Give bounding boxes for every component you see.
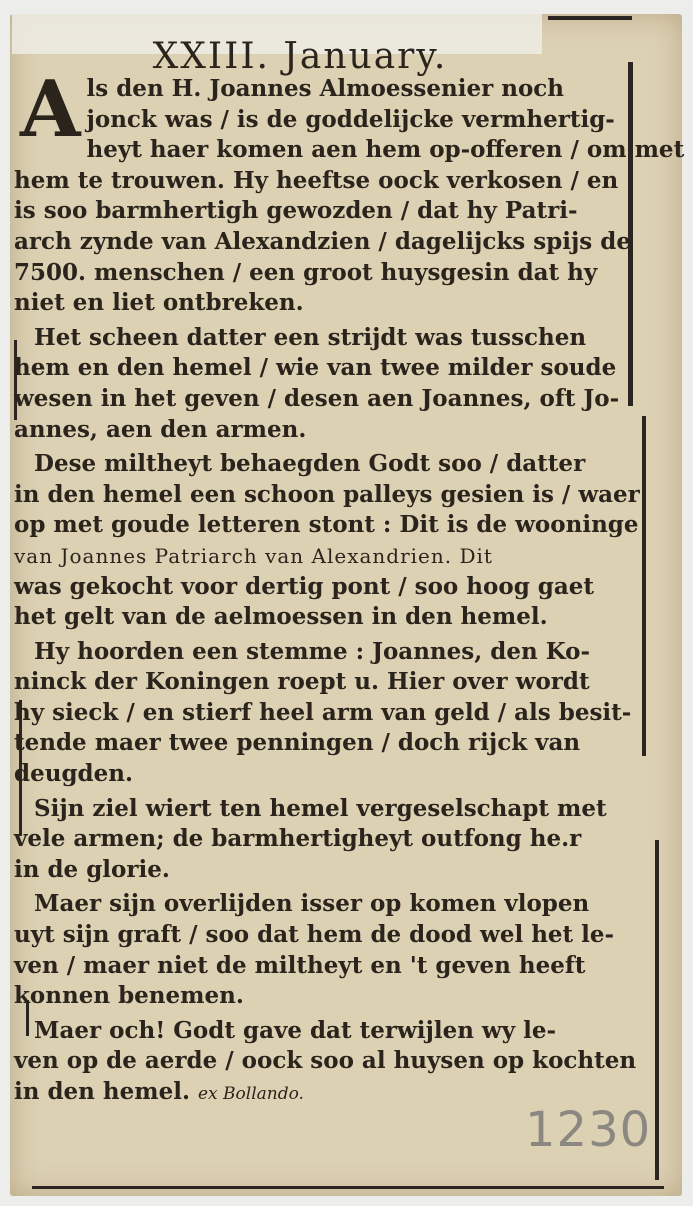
text-line: konnen benemen. — [14, 982, 244, 1010]
source-citation: ex Bollando. — [198, 1084, 304, 1104]
paragraph — [14, 794, 634, 886]
text-line: niet en liet ontbreken. — [14, 289, 304, 317]
text-line: arch zynde van Alexandzien / dagelijcks spijs de — [14, 227, 631, 255]
text-line: hem en den hemel / wie van twee milder soude — [14, 354, 617, 382]
right-border-rule — [642, 416, 646, 756]
text-line: van Joannes Patriarch van Alexandrien. Dit — [14, 543, 493, 568]
paragraph — [14, 1016, 637, 1110]
text-line: tende maer twee penningen / doch rijck van — [14, 729, 581, 757]
text-line: op met goude letteren stont : Dit is de wooninge — [14, 511, 639, 539]
right-border-rule — [655, 840, 659, 1180]
text-line: ven / maer niet de miltheyt en 't geven heeft — [14, 951, 586, 979]
text-line: wesen in het geven / desen aen Joannes, oft Jo- — [14, 384, 620, 412]
text-line: deugden. — [14, 760, 133, 788]
paragraph — [14, 449, 640, 633]
text-line: het gelt van de aelmoessen in den hemel. — [14, 603, 548, 631]
text-line: Het scheen datter een strijdt was tusschen — [34, 323, 587, 351]
text-line: ven op de aerde / oock soo al huysen op kochten — [14, 1047, 637, 1075]
text-line: hy sieck / en stierf heel arm van geld / als besit- — [14, 698, 632, 726]
text-line: annes, aen den armen. — [14, 415, 307, 443]
text-line: Sijn ziel wiert ten hemel vergeselschapt met — [34, 794, 607, 822]
text-line: uyt sijn graft / soo dat hem de dood wel het le- — [14, 921, 615, 949]
drop-cap-initial: A — [20, 64, 81, 155]
text-line-content: in den hemel. — [14, 1078, 190, 1105]
paragraph — [14, 323, 634, 445]
paragraph — [14, 637, 634, 790]
text-line: Hy hoorden een stemme : Joannes, den Ko- — [34, 637, 591, 665]
text-line: Maer sijn overlijden isser op komen vlopen — [34, 890, 590, 918]
text-line: is soo barmhertigh gewozden / dat hy Patri- — [14, 197, 578, 225]
bottom-rule — [32, 1186, 664, 1189]
text-line: in de glorie. — [14, 855, 170, 883]
text-line: ls den H. Joannes Almoessenier noch — [86, 75, 565, 102]
archive-number-mark: 1230 — [525, 1102, 652, 1158]
text-line: hem te trouwen. Hy heeftse oock verkosen / en — [14, 166, 619, 194]
top-rule — [548, 16, 632, 20]
text-line: jonck was / is de goddelijcke vermhertig- — [86, 105, 615, 133]
text-line: heyt haer komen aen hem op-offeren / om met — [86, 136, 685, 164]
article-text — [14, 64, 685, 1114]
text-line: Dese miltheyt behaegden Godt soo / datter — [34, 450, 586, 478]
text-line: 7500. menschen / een groot huysgesin dat hy — [14, 258, 598, 286]
paragraph — [14, 889, 634, 1011]
text-line: was gekocht voor dertig pont / soo hoog gaet — [14, 572, 595, 600]
page-title: XXIII. January. — [152, 36, 448, 77]
text-line: ninck der Koningen roept u. Hier over wordt — [14, 668, 590, 696]
text-line: Maer och! Godt gave dat terwijlen wy le- — [34, 1016, 557, 1044]
text-line: in den hemel een schoon palleys gesien is / waer — [14, 480, 640, 508]
text-line: vele armen; de barmhertigheyt outfong he.r — [14, 825, 582, 853]
paragraph — [14, 64, 685, 319]
